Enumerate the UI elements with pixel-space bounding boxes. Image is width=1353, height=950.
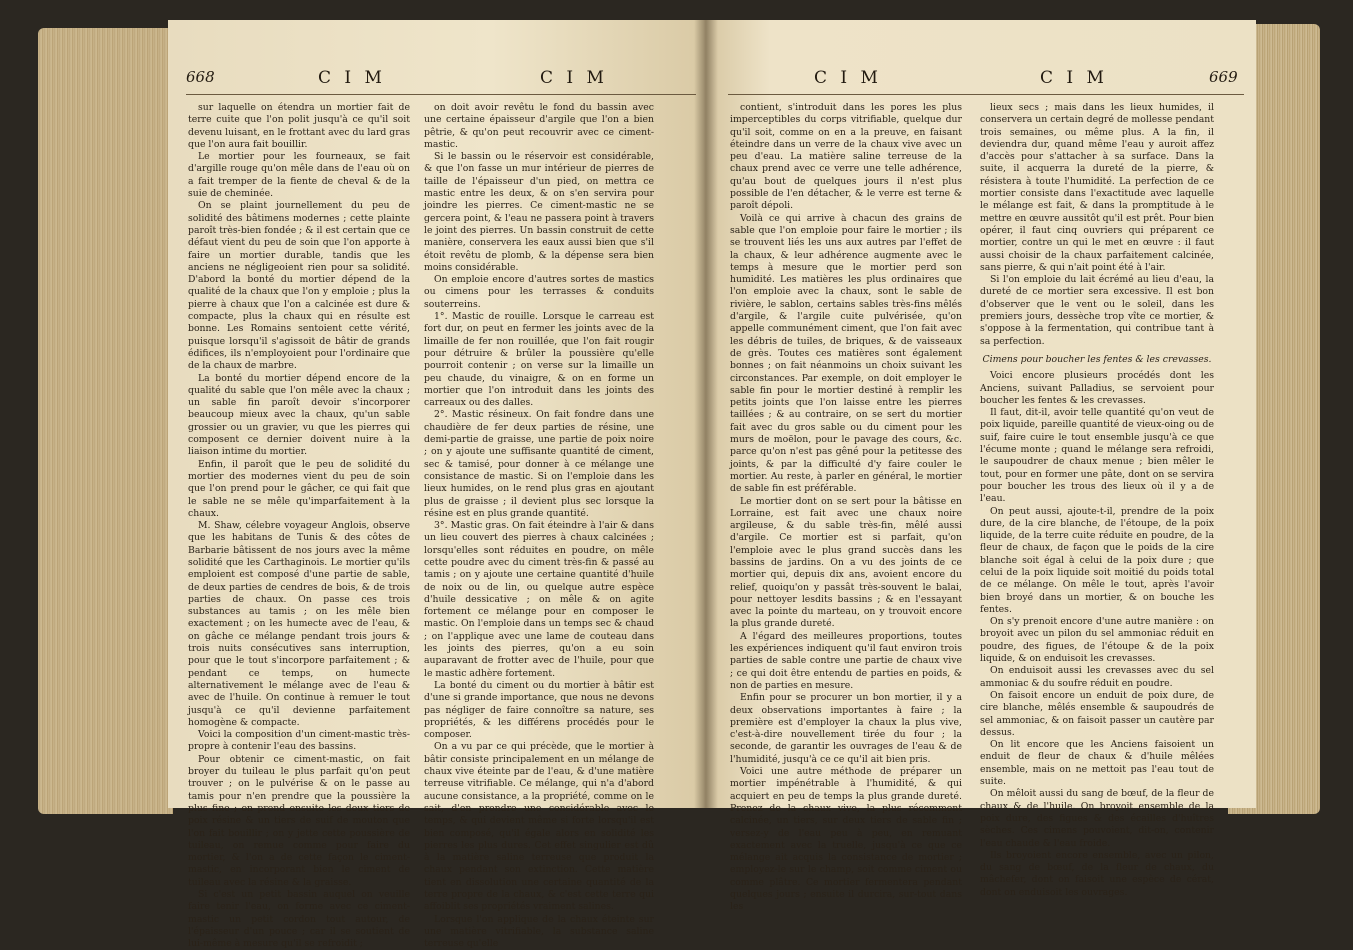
paragraph: Enfin, il paroît que le peu de solidité du mortier des modernes vient du peu de soin que l'on prend pour le gâcher, ce qui fait que le sable ne se mêle qu'imparfaitement à la chaux. [188,458,410,519]
right-running-head-2: C I M [1040,68,1108,88]
paragraph: Si l'on emploie du lait écrémé au lieu d'eau, la dureté de ce mortier sera excessive. Il est bon d'observer que le vent ou le soleil, dans les premiers jours, dessèche trop vîte ce mortier, & s'oppose à la fermentation, qui contribue tant à sa perfection. [980,274,1214,347]
right-page [704,20,1256,913]
paragraph: sur laquelle on étendra un mortier fait de terre cuite que l'on polit jusqu'à ce qu'il soit devenu luisant, en le frottant avec du lard gras que l'on aura fait bouillir. [188,102,410,150]
paragraph: On emploie encore d'autres sortes de mastics ou cimens pour les terrasses & conduits souterreins. [424,274,654,310]
left-column-2 [424,102,654,950]
paragraph: 1°. Mastic de rouille. Lorsque le carreau est fort dur, on peut en fermer les joints avec de la limaille de fer non rouillée, que l'on fait rougir pour détruire & brûler la poussière qu'elle pourroit contenir ; on verse sur la limaille un peu chaude, du vinaigre, & on en forme un mortier que l'on introduit dans les joints des carreaux ou des dalles. [424,311,654,409]
left-page [168,20,708,950]
book-gutter [694,20,718,808]
paragraph: On faisoit encore un enduit de poix dure, de cire blanche, mêlés ensemble & saupoudrés de sel ammoniac, & on faisoit passer un cautère par dessus. [980,689,1214,738]
paragraph: Si le bassin ou le réservoir est considérable, & que l'on fasse un mur intérieur de pierres de taille de l'épaisseur d'un pied, on mettra ce mastic entre les deux, & on s'en servira pour joindre les pierres. Ce ciment-mastic ne se gercera point, & l'eau ne passera point à travers le joint des pierres. Un bassin construit de cette manière, conservera les eaux aussi bien que s'il étoit revêtu de plomb, & la dépense sera bien moins considérable. [424,151,654,273]
paragraph: Le mortier pour les fourneaux, se fait d'argille rouge qu'on mêle dans de l'eau où on a fait tremper de la fiente de cheval & de la suie de cheminée. [188,151,410,200]
left-column-1 [188,102,410,950]
paragraph: Voilà ce qui arrive à chacun des grains de sable que l'on emploie pour faire le mortier ; ils se trouvent liés les uns aux autres par l'effet de la chaux, & leur adhérence augmente avec le temps à mesure que le mortier perd son humidité. Les matières les plus ordinaires que l'on emploie avec la chaux, sont le sable de rivière, le sablon, certains sables très-fins mêlés d'argile, & l'argile cuite pulvérisée, qu'on appelle communément ciment, que l'on fait avec les débris de tuiles, de briques, & de vaisseaux de grès. Toutes ces matières sont également bonnes ; on fait néanmoins un choix suivant les circonstances. Par exemple, on doit employer le sable fin pour le mortier destiné à remplir les petits joints que l'on laisse entre les pierres taillées ; & au contraire, on se sert du mortier fait avec du gros sable ou du ciment pour les murs de moëlon, pour le pavage des cours, &c. parce qu'on n'est pas gêné pour la petitesse des joints, & par la difficulté d'y faire couler le mortier. Au reste, à parler en général, le mortier de sable fin est préférable. [730,212,962,495]
right-page-number: 669 [1209,68,1238,86]
right-column-1 [730,102,962,913]
paragraph: A l'égard des meilleures proportions, toutes les expériences indiquent qu'il faut environ trois parties de sable contre une partie de chaux vive ; ce qui doit être entendu de parties en poids, & non de parties en mesure. [730,630,962,691]
paragraph: Lorsque l'on applique de la chaux éteinte sur une matière vitrifiable, la substance saline terreuse qu'elle [424,913,654,950]
section-heading: Cimens pour boucher les fentes & les crevasses. [982,353,1212,365]
paragraph: On peut aussi, ajoute-t-il, prendre de la poix dure, de la cire blanche, de l'étoupe, de la poix liquide, de la terre cuite réduite en poudre, de la fleur de chaux, de façon que le poids de la cire blanche soit égal à celui de la poix dure ; que celui de la poix liquide soit moitié du poids total de ce mélange. On mêle le tout, après l'avoir bien broyé dans un mortier, & on bouche les fentes. [980,505,1214,615]
left-running-head-1: C I M [318,68,386,88]
paragraph: On lit encore que les Anciens faisoient un enduit de fleur de chaux & d'huile mêlées ensemble, mais on ne mettoit pas l'eau tout de suite. [980,739,1214,788]
paragraph: 3°. Mastic gras. On fait éteindre à l'air & dans un lieu couvert des pierres à chaux calcinées ; lorsqu'elles sont réduites en poudre, on mêle cette poudre avec du ciment très-fin & passé au tamis ; on y ajoute une certaine quantité d'huile de noix ou de lin, ou quelque autre espèce d'huile dessicative ; on mêle & on agite fortement ce mélange pour en composer le mastic. On l'emploie dans un temps sec & chaud ; on l'applique avec une lame de couteau dans les joints des pierres, qu'on a eu soin auparavant de frotter avec de l'huile, pour que le mastic adhère fortement. [424,520,654,679]
paragraph: Voici encore plusieurs procédés dont les Anciens, suivant Palladius, se servoient pour boucher les fentes & les crevasses. [980,370,1214,406]
left-page-number: 668 [186,68,215,86]
left-header-rule [186,94,696,95]
left-running-head-2: C I M [540,68,608,88]
paragraph: Voici une autre méthode de préparer un mortier impénétrable à l'humidité, & qui acquiert en peu de temps la plus grande dureté. Prenez de la chaux vive, la plus récemment calcinée, un tiers, sur deux tiers de sable fin ; versez-y de l'eau peu à peu, en remuant exactement avec la truelle, jusqu'à ce que ce mélange ait acquis la consistance de mortier ; employez-le sur le champ, soit comme ciment ou comme plâtre. Ce mortier fermentera pendant quelques jours ; ensuite il durcira, sur-tout dans les [730,766,962,913]
paragraph: La bonté du ciment ou du mortier à bâtir est d'une si grande importance, que nous ne devons pas négliger de faire connoître sa nature, ses propriétés, & les différens procédés pour le composer. [424,679,654,741]
left-page-edges [38,28,173,814]
paragraph: On s'y prenoit encore d'une autre manière : on broyoit avec un pilon du sel ammoniac réduit en poudre, des figues, de l'étoupe & de la poix liquide, & on enduisoit les crevasses. [980,616,1214,665]
right-column-2 [980,102,1214,898]
paragraph: lieux secs ; mais dans les lieux humides, il conservera un certain degré de mollesse pendant trois semaines, ou même plus. A la fin, il deviendra dur, quand même l'eau y auroit affez d'accès pour s'attacher à sa surface. Dans la suite, il acquerra la dureté de la pierre, & résistera à toute l'humidité. La perfection de ce mortier consiste dans l'exactitude avec laquelle le mélange est fait, & dans la promptitude à le mettre en œuvre aussitôt qu'il est prêt. Pour bien opérer, il faut cinq ouvriers qui préparent ce mortier, contre un qui le met en œuvre : il faut aussi choisir de la chaux parfaitement calcinée, sans pierre, & qui n'ait point été à l'air. [980,102,1214,273]
paragraph: Le mortier dont on se sert pour la bâtisse en Lorraine, est fait avec une chaux noire argileuse, & du sable très-fin, mêlé aussi d'argile. Ce mortier est si parfait, qu'on l'emploie avec le plus grand succès dans les bassins de jardins. On a vu des joints de ce mortier qui, depuis dix ans, avoient encore du relief, quoiqu'on y passât très-souvent le balai, pour nettoyer lesdits bassins ; & en l'essayant avec la pointe du marteau, on y trouvoit encore la plus grande dureté. [730,495,962,630]
paragraph: Pour obtenir ce ciment-mastic, on fait broyer du tuileau le plus parfait qu'on peut trouver ; on le pulvérise & on le passe au tamis pour n'en prendre que la poussière la plus fine ; on prend ensuite les deux tiers de poix résine & un tiers de suif de mouton que l'on fait bouillir ; on y jette cette poussière de tuileau, on remue comme pour faire du mortier, & l'on a de cette façon le ciment-mastic, en incorporant bien le ciment de tuileau avec la résine & la graisse. [188,753,410,888]
right-header-rule [728,94,1244,95]
paragraph: On mêloit aussi du sang de bœuf, de la fleur de chaux & de l'huile. On broyoit ensemble de la poix dure, des figues & des écailles d'huîtres sèches. Ces cimens pouvoient, dit-on, contenir l'eau chaude & l'eau froide. [980,788,1214,849]
right-running-head-1: C I M [814,68,882,88]
paragraph: 2°. Mastic résineux. On fait fondre dans une chaudière de fer deux parties de résine, une demi-partie de graisse, une partie de poix noire ; on y ajoute une suffisante quantité de ciment, sec & tamisé, pour donner à ce mélange une consistance de mastic. Si on l'emploie dans les lieux humides, on le rend plus gras en ajoutant plus de graisse ; il devient plus sec lorsque la résine est en plus grande quantité. [424,409,654,519]
paragraph: Ils broyoient encore ensemble, avec un pilon, du sang de bœuf, de la fleur de chaux, du mâchefer, dont on faisoit une espèce de cérat, dont on enduisoit les ouvrages. [980,849,1214,898]
paragraph: Enfin pour se procurer un bon mortier, il y a deux observations importantes à faire ; la première est d'employer la chaux la plus vive, c'est-à-dire nouvellement tirée du four ; la seconde, de garantir les ouvrages de l'eau & de l'humidité, jusqu'à ce ce qu'il ait bien pris. [730,692,962,765]
paragraph: M. Shaw, célebre voyageur Anglois, observe que les habitans de Tunis & des côtes de Barbarie bâtissent de nos jours avec la même solidité que les Carthaginois. Le mortier qu'ils emploient est composé d'une partie de sable, de deux parties de cendres de bois, & de trois parties de chaux. On passe ces trois substances au tamis ; on les mêle bien exactement ; on les humecte avec de l'eau, & on gâche ce mélange pendant trois jours & trois nuits consécutives sans interruption, pour que le tout s'incorpore parfaitement ; & pendant ce temps, on humecte alternativement le mélange avec de l'eau & avec de l'huile. On continue à remuer le tout jusqu'à ce qu'il devienne parfaitement homogène & compacte. [188,520,410,728]
paragraph: Il faut, dit-il, avoir telle quantité qu'on veut de poix liquide, pareille quantité de vieux-oing ou de suif, faire cuire le tout ensemble jusqu'à ce que l'écume monte ; quand le mélange sera refroidi, le saupoudrer de chaux menue ; bien mêler le tout, pour en former une pâte, dont on se servira pour boucher les trous des lieux où il y a de l'eau. [980,407,1214,505]
paragraph: On se plaint journellement du peu de solidité des bâtimens modernes ; cette plainte paroît très-bien fondée ; & il est certain que ce défaut vient du peu de soin que l'on apporte à faire un mortier durable, tandis que les anciens ne négligeoient rien pour sa solidité. D'abord la bonté du mortier dépend de la qualité de la chaux que l'on y emploie ; plus la pierre à chaux que l'on a calcinée est dure & compacte, plus la chaux qui en résulte est bonne. Les Romains sentoient cette vérité, puisque lorsqu'il s'agissoit de bâtir de grands édifices, ils n'employoient pour l'ordinaire que de la chaux de marbre. [188,200,410,372]
paragraph: on doit avoir revêtu le fond du bassin avec une certaine épaisseur d'argile que l'on a bien pêtrie, & qu'on peut recouvrir avec ce ciment-mastic. [424,102,654,150]
paragraph: On a vu par ce qui précède, que le mortier à bâtir consiste principalement en un mélange de chaux vive éteinte par de l'eau, & d'une matière terreuse vitrifiable. Ce mélange, qui n'a d'abord aucune consistance, a la propriété, comme on le sait, d'en prendre une considérable avec le temps, & qui devient même si forte lorsqu'il est bien composé, qu'il égale alors en solidité les pierres les plus dures. Cet effet singulier est dû à la matière saline terreuse que produit la chaux pendant son extinction. Cette matière tient en dissolution une certaine quantité de la terre propre de la chaux, & c'est cette terre qui affoiblit ses propriétés vraiment salines. [424,741,654,913]
paragraph: Si c'est un petit bassin auquel on veuille faire tenir l'eau, on forme avec ce ciment-mastic un petit cordon tout autour, de l'épaisseur d'un pouce ; car il se soutient de lui-même à mesure qu'il se refroidit ; [188,889,410,950]
paragraph: La bonté du mortier dépend encore de la qualité du sable que l'on mêle avec la chaux ; un sable fin paroît devoir s'incorporer beaucoup mieux avec la chaux, qu'un sable grossier ou un gravier, vu que les pierres qui composent ce dernier doivent nuire à la liaison intime du mortier. [188,372,410,458]
paragraph: contient, s'introduit dans les pores les plus imperceptibles du corps vitrifiable, quelque dur qu'il soit, comme on en a la preuve, en faisant éteindre dans un verre de la chaux vive avec un peu d'eau. La matière saline terreuse de la chaux prend avec ce verre une telle adhérence, qu'au bout de quelques jours il n'est plus possible de l'en détacher, & le verre est terne & paroît dépoli. [730,102,962,212]
paragraph: Voici la composition d'un ciment-mastic très-propre à contenir l'eau des bassins. [188,729,410,753]
paragraph: On enduisoit aussi les crevasses avec du sel ammoniac & du soufre réduit en poudre. [980,665,1214,689]
